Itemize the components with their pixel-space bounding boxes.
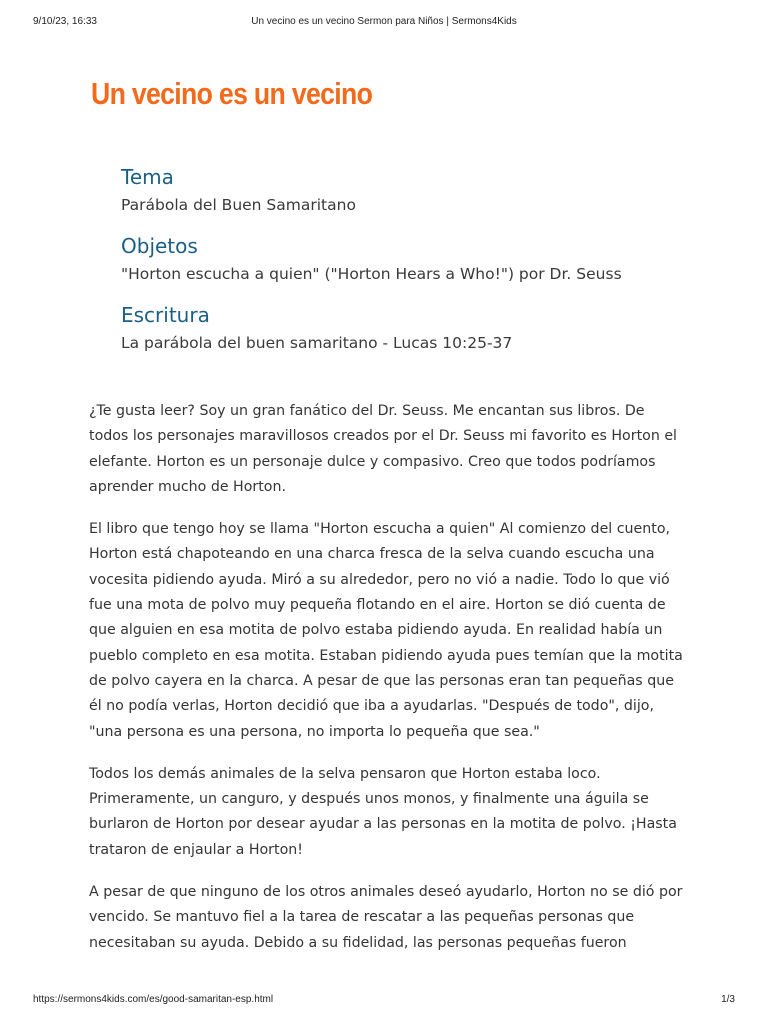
meta-topic-label: Tema <box>121 165 174 189</box>
paragraph: El libro que tengo hoy se llama "Horton escucha a quien" Al comienzo del cuento, Horton está chapoteando en una charca fresca de la selva cuando escucha una vocesita pidiendo ayuda. Miró a su alrededor, pero no vió a nadie. Todo lo que vió fue una mota de polvo muy pequeña flotando en el aire. Horton se dió cuenta de que alguien en esa motita de polvo estaba pidiendo ayuda. En realidad había un pueblo completo en esa motita. Estaban pidiendo ayuda pues temían que la motita de polvo cayera en la charca. A pesar de que las personas eran tan pequeñas que él no podía verlas, Horton decidió que iba a ayudarlas. "Después de todo", dijo, "una persona es una persona, no importa lo pequeña que sea." <box>89 521 683 740</box>
print-header <box>33 16 735 30</box>
meta-scripture-value: La parábola del buen samaritano - Lucas 10:25-37 <box>121 334 513 352</box>
print-page-title: Un vecino es un vecino Sermon para Niños | Sermons4Kids <box>251 16 517 27</box>
meta-objects <box>121 232 721 288</box>
meta-topic-value: Parábola del Buen Samaritano <box>121 196 356 214</box>
meta-topic <box>121 163 721 219</box>
paragraph: A pesar de que ninguno de los otros animales deseó ayudarlo, Horton no se dió por vencido. Se mantuvo fiel a la tarea de rescatar a las pequeñas personas que necesitaban su ayuda. Debido a su fidelidad, las personas pequeñas fueron <box>89 884 683 951</box>
paragraph: Todos los demás animales de la selva pensaron que Horton estaba loco. Primeramente, un canguro, y después unos monos, y finalmente una águila se burlaron de Horton por desear ayudar a las personas en la motita de polvo. ¡Hasta trataron de enjaular a Horton! <box>89 765 677 858</box>
meta-scripture-label: Escritura <box>121 303 210 327</box>
paragraph: ¿Te gusta leer? Soy un gran fanático del Dr. Seuss. Me encantan sus libros. De todos los personajes maravillosos creados por el Dr. Seuss mi favorito es Horton el elefante. Horton es un personaje dulce y compasivo. Creo que todos podríamos aprender mucho de Horton. <box>89 403 677 495</box>
print-url: https://sermons4kids.com/es/good-samaritan-esp.html <box>33 994 274 1005</box>
meta-objects-label: Objetos <box>121 234 198 258</box>
print-footer <box>33 994 735 1008</box>
article-body <box>89 399 685 973</box>
sermon-meta <box>121 163 721 370</box>
meta-objects-value: "Horton escucha a quien" ("Horton Hears a Who!") por Dr. Seuss <box>121 265 622 283</box>
print-datetime: 9/10/23, 16:33 <box>33 16 97 27</box>
meta-scripture <box>121 301 721 357</box>
article-title: Un vecino es un vecino <box>91 76 373 111</box>
print-page-number: 1/3 <box>721 994 735 1005</box>
